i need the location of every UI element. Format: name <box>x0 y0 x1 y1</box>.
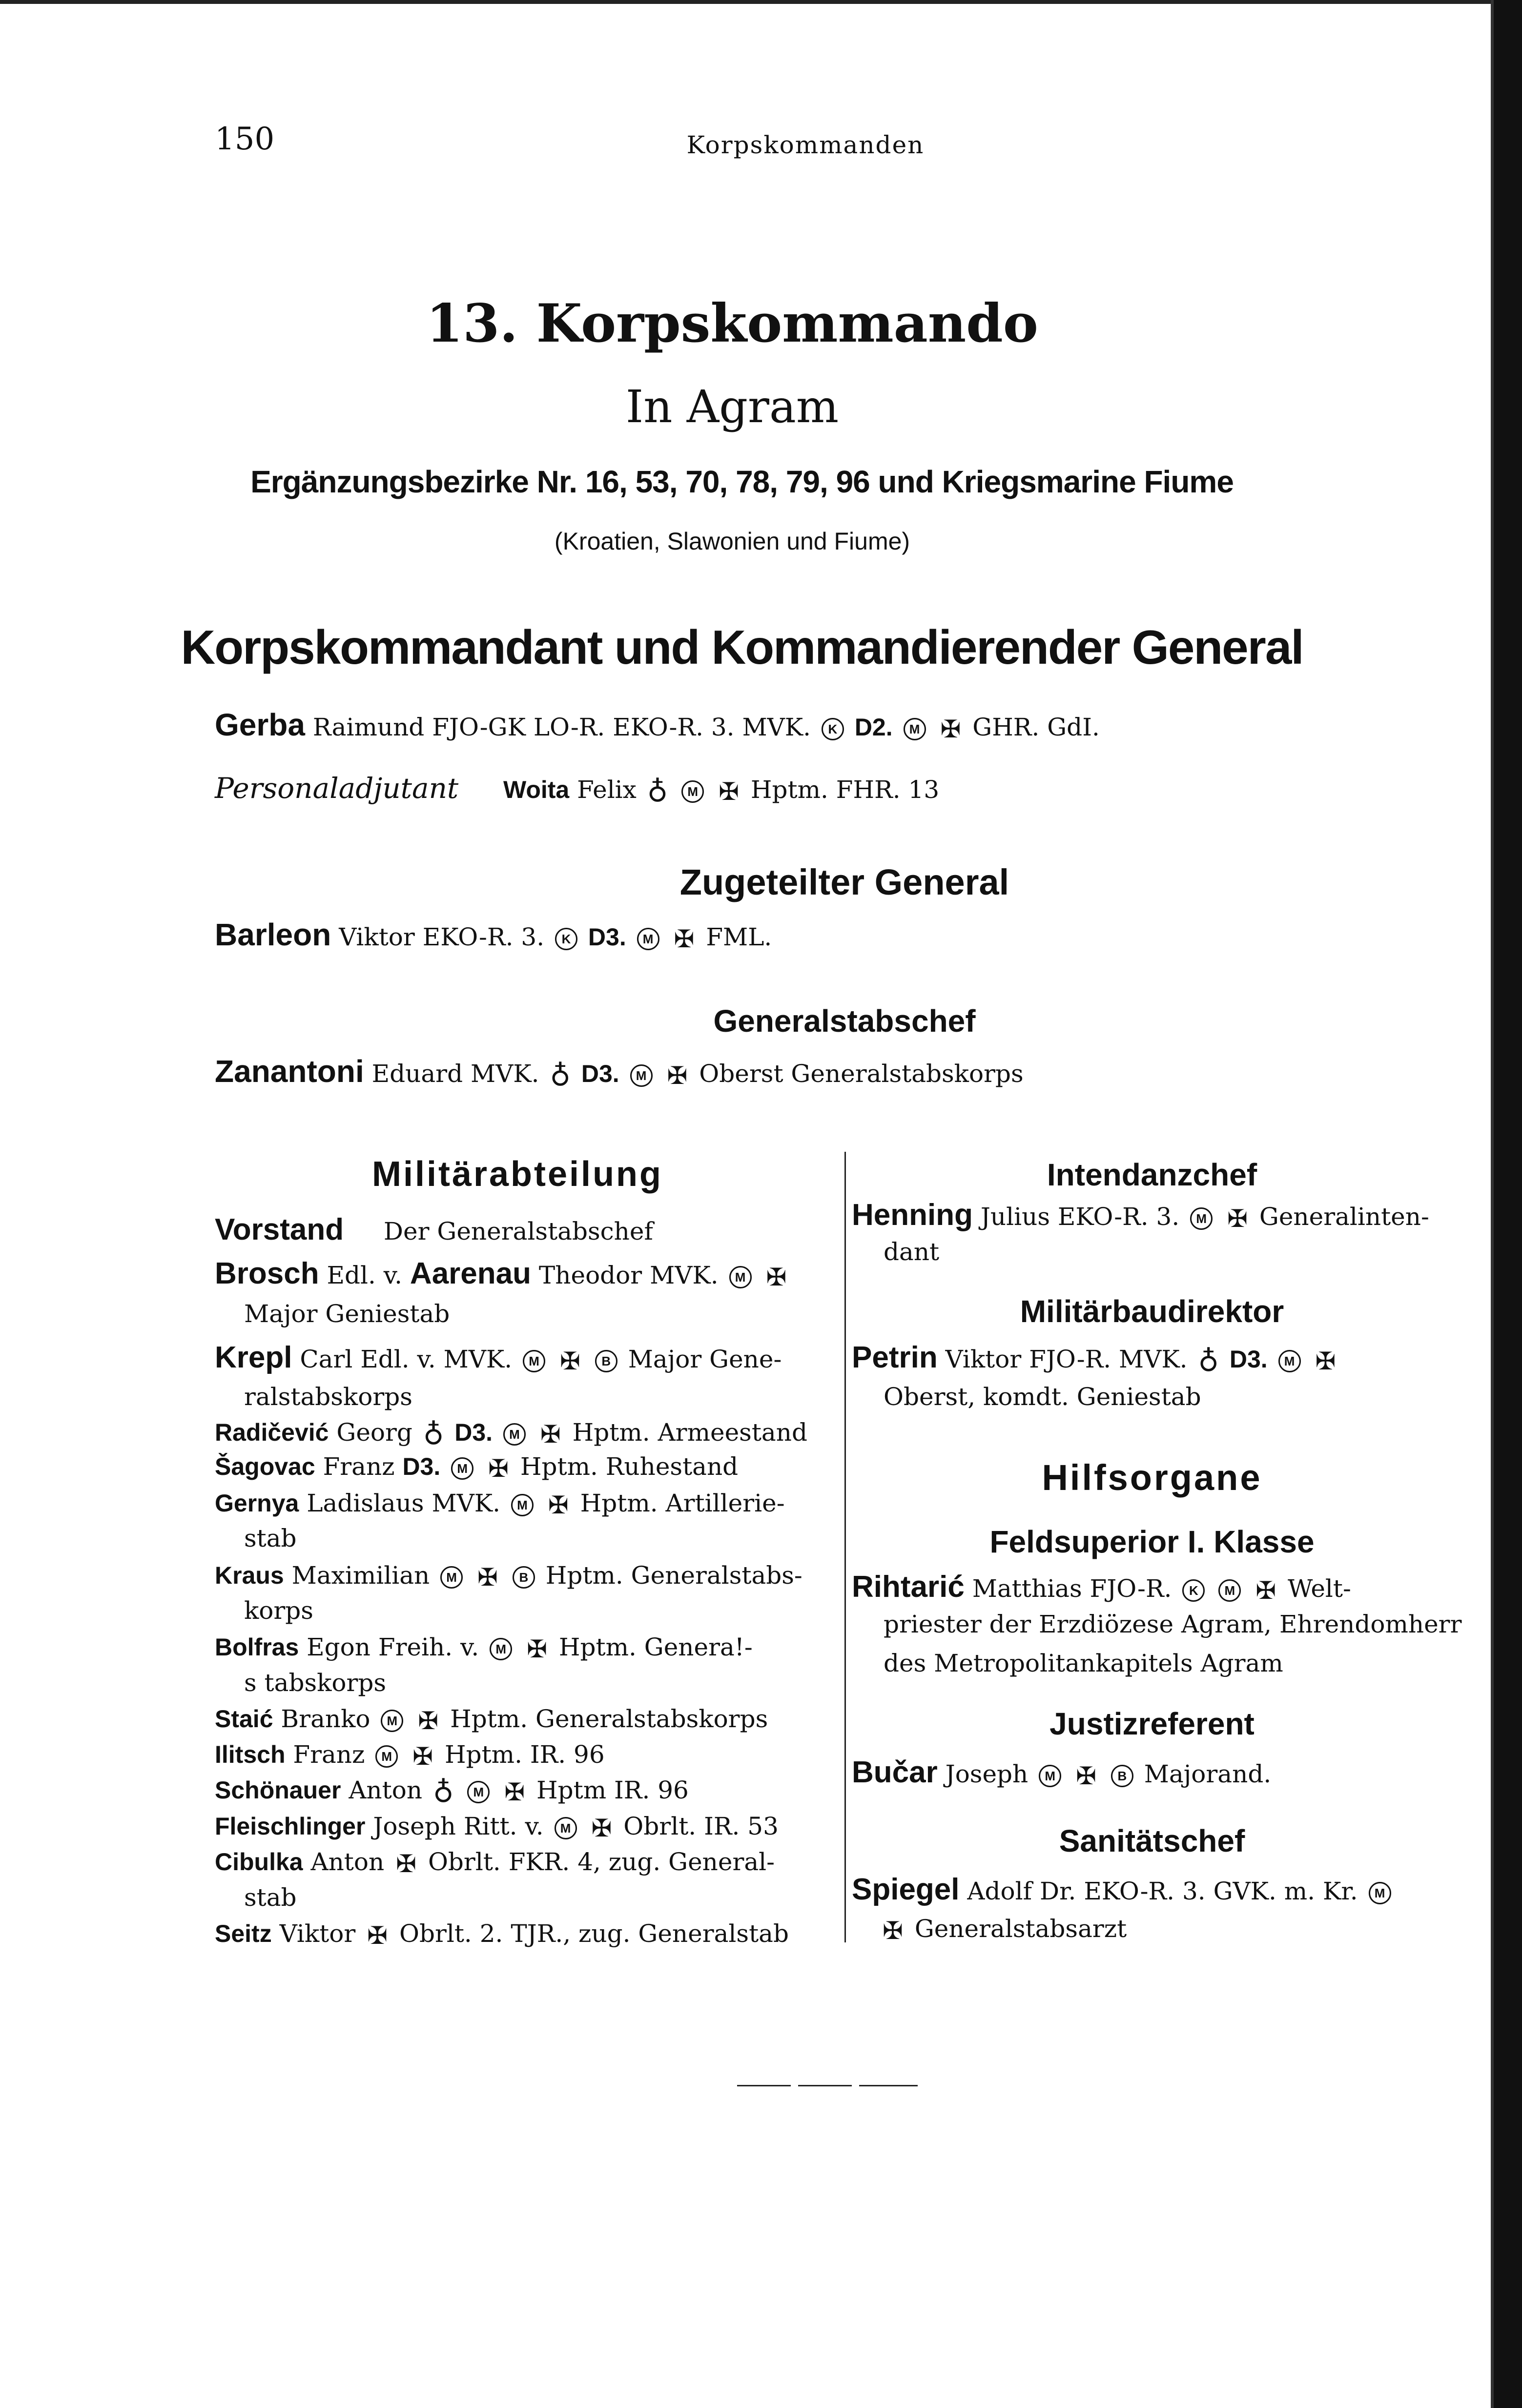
bell-icon: ♁ <box>1198 1345 1219 1378</box>
m-order-icon: M <box>1278 1350 1301 1372</box>
cross-icon: ✠ <box>1227 1204 1248 1233</box>
entry-text: Egon Freih. v. <box>307 1633 479 1661</box>
entry-text: Major Gene- <box>628 1345 782 1373</box>
entry-text: Hptm. Artillerie- <box>580 1489 785 1517</box>
entry-text: Anton <box>349 1776 423 1804</box>
cross-icon: ✠ <box>591 1814 612 1842</box>
adjutant-given: Felix <box>577 775 637 804</box>
b-order-icon: B <box>1111 1765 1133 1787</box>
scan-edge-right <box>1494 0 1522 2408</box>
m-order-icon: M <box>1369 1882 1391 1904</box>
commander-given: Raimund <box>312 713 425 741</box>
list-item-continuation <box>879 1914 1127 1945</box>
entry-text: Obrlt. IR. 53 <box>623 1812 779 1840</box>
bell-icon: ♁ <box>432 1775 454 1809</box>
intendanz-section-heading: Intendanzchef <box>1047 1157 1257 1192</box>
districts-line: Ergänzungsbezirke Nr. 16, 53, 70, 78, 79, 96 und Kriegsmarine Fiume <box>250 464 1234 499</box>
assigned-rank: FML. <box>706 923 772 951</box>
list-item <box>852 1198 1429 1233</box>
commander-d: D2. <box>854 714 893 741</box>
entry-text: Generalinten- <box>1259 1203 1429 1231</box>
entry-text: Joseph Ritt. v. <box>373 1812 544 1840</box>
commander-section-heading: Korpskommandant und Kommandierender General <box>181 620 1303 674</box>
b-order-icon: B <box>595 1350 617 1372</box>
commander-name: Gerba <box>215 707 305 742</box>
list-item <box>215 1452 738 1483</box>
cross-icon: ✠ <box>766 1263 787 1291</box>
entry-text: Hptm IR. 96 <box>536 1776 689 1804</box>
entry-text: Hptm. IR. 96 <box>444 1740 605 1769</box>
assigned-orders: EKO-R. 3. <box>422 923 545 951</box>
chief-orders: MVK. <box>471 1060 539 1088</box>
entry-text: Hptm. Generalstabs- <box>545 1561 802 1590</box>
list-item-continuation: Oberst, komdt. Geniestab <box>884 1383 1201 1411</box>
page-title: 13. Korpskommando <box>426 293 1038 354</box>
k-order-icon: K <box>822 718 844 740</box>
entry-text: Joseph <box>945 1760 1028 1788</box>
entry-name: Seitz <box>215 1920 272 1947</box>
entry-text: Julius EKO-R. 3. <box>980 1203 1180 1231</box>
entry-text: Franz <box>323 1452 395 1481</box>
entry-text: Branko <box>281 1705 370 1733</box>
bell-icon: ♁ <box>423 1418 444 1451</box>
location-subtitle: In Agram <box>625 381 839 433</box>
m-order-icon: M <box>511 1494 534 1516</box>
page-number: 150 <box>215 121 275 157</box>
entry-text: Welt- <box>1288 1574 1351 1603</box>
m-order-icon: M <box>467 1781 490 1803</box>
list-item <box>215 1740 605 1771</box>
justiz-section-heading: Justizreferent <box>1049 1706 1255 1741</box>
entry-name: Radičević <box>215 1419 329 1446</box>
entry-text: Hptm. Ruhestand <box>520 1452 739 1481</box>
list-item-continuation: s tabskorps <box>244 1669 387 1697</box>
cross-icon: ✠ <box>527 1635 547 1663</box>
list-item <box>215 1215 653 1246</box>
assigned-name: Barleon <box>215 917 331 952</box>
assigned-entry <box>215 917 772 954</box>
m-order-icon: M <box>1190 1207 1213 1230</box>
entry-name: Schönauer <box>215 1776 341 1804</box>
commander-entry <box>215 707 1100 744</box>
k-order-icon: K <box>1182 1579 1205 1602</box>
m-order-icon: M <box>375 1745 398 1768</box>
entry-text: Obrlt. FKR. 4, zug. General- <box>428 1848 775 1876</box>
assigned-section-heading: Zugeteilter General <box>679 862 1009 902</box>
list-item <box>215 1418 807 1449</box>
closing-rule-left <box>737 2085 791 2086</box>
entry-text: Viktor <box>279 1919 356 1948</box>
m-order-icon: M <box>630 1064 653 1087</box>
entry-text: Viktor FJO-R. MVK. <box>945 1345 1188 1373</box>
m-order-icon: M <box>523 1350 545 1372</box>
entry-text: Aarenau <box>410 1257 532 1290</box>
adjutant-name: Woita <box>503 776 570 803</box>
cross-icon: ✠ <box>477 1563 498 1592</box>
entry-name: Krepl <box>215 1341 292 1374</box>
entry-text: Adolf Dr. EKO-R. 3. GVK. m. Kr. <box>967 1877 1358 1905</box>
list-item <box>215 1775 689 1807</box>
entry-name: Rihtarić <box>852 1570 965 1604</box>
entry-text: Majorand. <box>1144 1760 1272 1788</box>
list-item <box>215 1847 775 1878</box>
list-item <box>852 1572 1351 1605</box>
list-item <box>852 1343 1339 1376</box>
cross-icon: ✠ <box>548 1491 569 1519</box>
list-item <box>215 1633 753 1664</box>
cross-icon: ✠ <box>412 1742 433 1771</box>
baudirektor-section-heading: Militärbaudirektor <box>1020 1294 1284 1329</box>
commander-orders: FJO-GK LO-R. EKO-R. 3. MVK. <box>432 713 811 741</box>
m-order-icon: M <box>637 928 659 950</box>
entry-name: Petrin <box>852 1341 938 1374</box>
cross-icon: ✠ <box>940 715 961 743</box>
list-item <box>852 1875 1394 1906</box>
list-item-continuation: ralstabskorps <box>244 1383 412 1411</box>
entry-text: Georg <box>336 1418 412 1447</box>
chief-section-heading: Generalstabschef <box>713 1003 976 1039</box>
cross-icon: ✠ <box>1076 1762 1096 1790</box>
chief-d: D3. <box>581 1060 619 1087</box>
m-order-icon: M <box>440 1566 463 1589</box>
list-item-continuation: dant <box>884 1238 940 1266</box>
hilfsorgane-section-heading: Hilfsorgane <box>1042 1457 1262 1498</box>
cross-icon: ✠ <box>488 1454 509 1483</box>
m-order-icon: M <box>1039 1765 1061 1787</box>
entry-name: Bučar <box>852 1755 938 1789</box>
chief-rank: Oberst Generalstabskorps <box>699 1060 1024 1088</box>
commander-rank: GHR. GdI. <box>972 713 1100 741</box>
list-item <box>215 1489 785 1520</box>
m-order-icon: M <box>555 1817 577 1839</box>
cross-icon: ✠ <box>418 1707 439 1735</box>
entry-text: D3. <box>402 1453 441 1480</box>
m-order-icon: M <box>681 780 704 803</box>
list-item-continuation: stab <box>244 1883 297 1912</box>
m-order-icon: M <box>503 1423 526 1446</box>
m-order-icon: M <box>381 1710 403 1732</box>
column-divider <box>844 1152 846 1942</box>
cross-icon: ✠ <box>667 1061 688 1090</box>
entry-name: Vorstand <box>215 1213 344 1246</box>
left-section-heading: Militärabteilung <box>371 1155 663 1194</box>
adjutant-label: Personaladjutant <box>215 772 459 805</box>
list-item-continuation: priester der Erzdiözese Agram, Ehrendomherr <box>884 1610 1462 1638</box>
entry-name: Gernya <box>215 1490 299 1517</box>
entry-text: Matthias FJO-R. <box>972 1574 1172 1603</box>
entry-name: Ilitsch <box>215 1741 286 1768</box>
list-item-continuation: korps <box>244 1596 313 1625</box>
entry-text: Hptm. Armeestand <box>572 1418 807 1447</box>
entry-name: Staić <box>215 1705 273 1733</box>
cross-icon: ✠ <box>1315 1347 1336 1375</box>
k-order-icon: K <box>555 928 577 950</box>
list-item <box>215 1704 768 1735</box>
list-item <box>215 1259 790 1292</box>
adjutant-rank: Hptm. FHR. 13 <box>750 775 940 804</box>
list-item <box>852 1755 1272 1791</box>
adjutant-entry <box>215 774 939 806</box>
list-item <box>215 1812 779 1843</box>
running-head: Korpskommanden <box>686 131 925 159</box>
cross-icon: ✠ <box>367 1921 388 1950</box>
entry-text: Generalstabsarzt <box>914 1915 1127 1943</box>
closing-rule-right <box>859 2085 918 2086</box>
entry-name: Brosch <box>215 1257 319 1290</box>
m-order-icon: M <box>451 1457 473 1480</box>
m-order-icon: M <box>904 718 926 740</box>
feldsuperior-section-heading: Feldsuperior I. Klasse <box>989 1524 1315 1559</box>
cross-icon: ✠ <box>560 1347 580 1375</box>
cross-icon: ✠ <box>883 1917 903 1945</box>
entry-name: Henning <box>852 1198 973 1232</box>
entry-name: Fleischlinger <box>215 1813 366 1840</box>
m-order-icon: M <box>490 1638 512 1660</box>
chief-entry <box>215 1054 1024 1092</box>
entry-text: Hptm. Genera!- <box>558 1633 753 1661</box>
entry-text: Hptm. Generalstabskorps <box>450 1705 768 1733</box>
entry-text: Der Generalstabschef <box>383 1217 653 1245</box>
entry-text: Ladislaus MVK. <box>307 1489 501 1517</box>
entry-text: Obrlt. 2. TJR., zug. Generalstab <box>399 1919 789 1948</box>
list-item-continuation: Major Geniestab <box>244 1300 450 1328</box>
cross-icon: ✠ <box>504 1778 525 1806</box>
list-item <box>215 1561 802 1592</box>
list-item <box>215 1919 789 1950</box>
cross-icon: ✠ <box>396 1850 417 1878</box>
b-order-icon: B <box>513 1566 535 1589</box>
entry-text: D3. <box>454 1419 493 1446</box>
closing-rule-middle <box>798 2085 852 2086</box>
regions-line: (Kroatien, Slawonien und Fiume) <box>554 528 910 555</box>
bell-icon: ♁ <box>550 1059 571 1092</box>
assigned-given: Viktor <box>339 923 415 951</box>
bell-icon: ♁ <box>647 775 668 808</box>
assigned-d: D3. <box>588 923 626 951</box>
entry-text: Edl. v. <box>327 1261 403 1289</box>
m-order-icon: M <box>1218 1579 1241 1602</box>
list-item-continuation: des Metropolitankapitels Agram <box>884 1649 1283 1677</box>
cross-icon: ✠ <box>719 777 739 806</box>
scan-edge-top <box>0 0 1522 4</box>
entry-name: Bolfras <box>215 1633 299 1661</box>
chief-name: Zanantoni <box>215 1054 364 1089</box>
entry-text: Theodor MVK. <box>538 1261 719 1289</box>
entry-name: Spiegel <box>852 1873 960 1906</box>
entry-text: Carl Edl. v. MVK. <box>300 1345 513 1373</box>
cross-icon: ✠ <box>540 1420 561 1449</box>
list-item-continuation: stab <box>244 1524 297 1552</box>
cross-icon: ✠ <box>674 925 695 953</box>
entry-text: Maximilian <box>291 1561 430 1590</box>
sanitaet-section-heading: Sanitätschef <box>1059 1823 1245 1858</box>
entry-text: D3. <box>1229 1346 1268 1373</box>
entry-text: Franz <box>293 1740 365 1769</box>
chief-given: Eduard <box>371 1060 463 1088</box>
entry-name: Cibulka <box>215 1848 303 1876</box>
cross-icon: ✠ <box>1255 1576 1276 1605</box>
entry-text: Anton <box>310 1848 385 1876</box>
list-item <box>215 1343 782 1376</box>
m-order-icon: M <box>729 1266 752 1288</box>
entry-name: Kraus <box>215 1562 284 1589</box>
entry-name: Šagovac <box>215 1453 315 1480</box>
